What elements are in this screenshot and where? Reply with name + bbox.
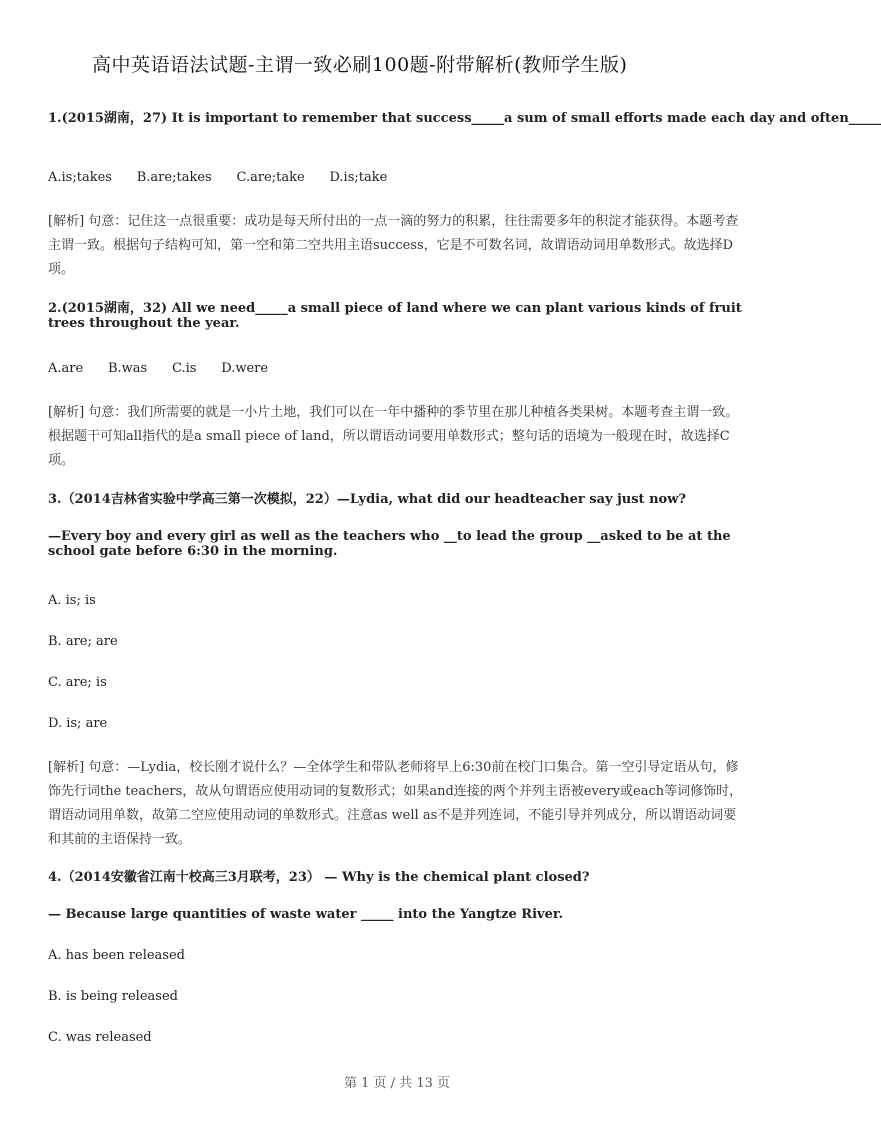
document-title: 高中英语语法试题-主谓一致必刷100题-附带解析(教师学生版) xyxy=(92,54,628,76)
question-2-stem: 2.(2015湖南，32) All we need_____a small piece of land where we can plant various kinds of fruit trees throughout the year. xyxy=(48,301,742,331)
question-1-options: A.is;takes B.are;takes C.are;take D.is;take xyxy=(48,170,388,185)
question-4-option-c: C. was released xyxy=(48,1030,152,1045)
question-4-stem-2: — Because large quantities of waste water _____ into the Yangtze River. xyxy=(48,907,564,922)
page-footer: 第 1 页 / 共 13 页 xyxy=(344,1076,450,1091)
question-3-option-d: D. is; are xyxy=(48,716,108,731)
question-1-explanation: [解析] 句意：记住这一点很重要：成功是每天所付出的一点一滴的努力的积累，往往需要多年的积淀才能获得。本题考查主谓一致。根据句子结构可知，第一空和第二空共用主语success，它是不可数名词，故谓语动词用单数形式。故选择D项。 xyxy=(48,214,739,277)
question-4-option-a: A. has been released xyxy=(48,948,185,963)
question-2-options: A.are B.was C.is D.were xyxy=(48,361,269,376)
question-1-stem: 1.(2015湖南，27) It is important to remember that success_____a sum of small efforts made each day and often_____ xyxy=(48,111,881,126)
question-2-explanation: [解析] 句意：我们所需要的就是一小片土地，我们可以在一年中播种的季节里在那儿种植各类果树。本题考查主谓一致。根据题干可知all指代的是a small piece of land，所以谓语动词要用单数形式；整句话的语境为一般现在时，故选择C项。 xyxy=(48,405,739,468)
question-3-explanation: [解析] 句意：—Lydia，校长刚才说什么？—全体学生和带队老师将早上6:30前在校门口集合。第一空引导定语从句，修饰先行词the teachers，故从句谓语应使用动词的复数形式；如果and连接的两个并列主语被every或each等词修饰时，谓语动词用单数，故第二空应使用动词的单数形式。注意as well as不是并列连词，不能引导并列成分，所以谓语动词要和其前的主语保持一致。 xyxy=(48,760,743,847)
question-3-option-a: A. is; is xyxy=(48,593,96,608)
question-3-option-b: B. are; are xyxy=(48,634,118,649)
question-4-option-b: B. is being released xyxy=(48,989,178,1004)
question-3-stem: 3.（2014吉林省实验中学高三第一次模拟，22）—Lydia, what did our headteacher say just now? xyxy=(48,492,687,507)
question-3-stem-2: —Every boy and every girl as well as the teachers who __to lead the group __asked to be at the school gate before 6:30 in the morning. xyxy=(48,529,731,559)
question-4-stem: 4.（2014安徽省江南十校高三3月联考，23） — Why is the chemical plant closed? xyxy=(48,870,590,885)
question-3-option-c: C. are; is xyxy=(48,675,107,690)
